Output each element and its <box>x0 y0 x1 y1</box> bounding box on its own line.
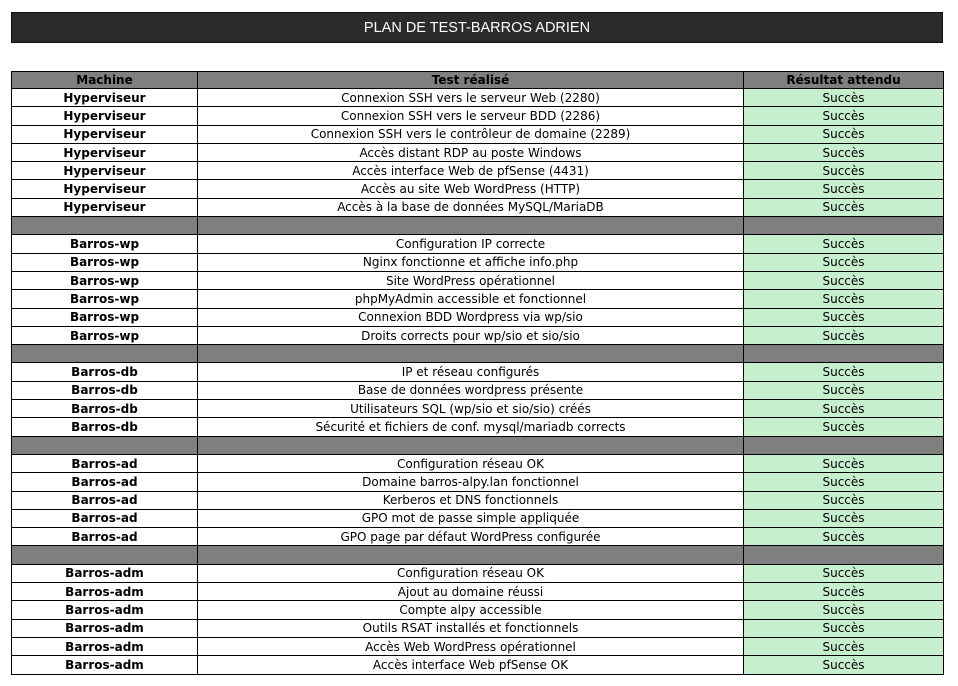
test-plan-table <box>11 71 944 675</box>
table-row <box>12 418 944 436</box>
test-cell: GPO page par défaut WordPress configurée <box>198 528 744 546</box>
test-cell: Connexion SSH vers le serveur BDD (2286) <box>198 107 744 125</box>
separator-cell <box>12 546 198 564</box>
machine-cell: Barros-wp <box>12 308 198 326</box>
table-row <box>12 454 944 472</box>
test-cell: Connexion SSH vers le serveur Web (2280) <box>198 89 744 107</box>
result-cell: Succès <box>744 162 944 180</box>
test-cell: Accès interface Web de pfSense (4431) <box>198 162 744 180</box>
machine-cell: Hyperviseur <box>12 162 198 180</box>
separator-cell <box>12 345 198 363</box>
machine-cell: Hyperviseur <box>12 125 198 143</box>
machine-cell: Barros-wp <box>12 326 198 344</box>
result-cell: Succès <box>744 125 944 143</box>
separator-cell <box>12 436 198 454</box>
machine-cell: Barros-db <box>12 381 198 399</box>
test-cell: Configuration réseau OK <box>198 454 744 472</box>
machine-cell: Barros-adm <box>12 656 198 674</box>
machine-cell: Barros-ad <box>12 454 198 472</box>
table-row <box>12 656 944 674</box>
test-cell: Droits corrects pour wp/sio et sio/sio <box>198 326 744 344</box>
table-row <box>12 290 944 308</box>
result-cell: Succès <box>744 637 944 655</box>
machine-cell: Barros-wp <box>12 271 198 289</box>
table-row <box>12 143 944 161</box>
machine-cell: Hyperviseur <box>12 107 198 125</box>
table-header <box>12 72 944 89</box>
result-cell: Succès <box>744 583 944 601</box>
test-cell: phpMyAdmin accessible et fonctionnel <box>198 290 744 308</box>
machine-cell: Barros-adm <box>12 601 198 619</box>
table-row <box>12 235 944 253</box>
test-cell: Base de données wordpress présente <box>198 381 744 399</box>
header-test: Test réalisé <box>198 72 744 89</box>
test-cell: Sécurité et fichiers de conf. mysql/mariadb corrects <box>198 418 744 436</box>
test-cell: Configuration réseau OK <box>198 564 744 582</box>
result-cell: Succès <box>744 89 944 107</box>
machine-cell: Barros-ad <box>12 528 198 546</box>
result-cell: Succès <box>744 326 944 344</box>
test-cell: Outils RSAT installés et fonctionnels <box>198 619 744 637</box>
test-cell: IP et réseau configurés <box>198 363 744 381</box>
machine-cell: Barros-db <box>12 418 198 436</box>
machine-cell: Hyperviseur <box>12 198 198 216</box>
machine-cell: Barros-adm <box>12 637 198 655</box>
table-row <box>12 473 944 491</box>
table-row <box>12 326 944 344</box>
test-cell: Accès au site Web WordPress (HTTP) <box>198 180 744 198</box>
result-cell: Succès <box>744 473 944 491</box>
test-cell: GPO mot de passe simple appliquée <box>198 509 744 527</box>
separator-cell <box>12 217 198 235</box>
result-cell: Succès <box>744 308 944 326</box>
table-row <box>12 308 944 326</box>
machine-cell: Barros-db <box>12 400 198 418</box>
table-row <box>12 125 944 143</box>
machine-cell: Barros-adm <box>12 619 198 637</box>
table-row <box>12 363 944 381</box>
result-cell: Succès <box>744 107 944 125</box>
result-cell: Succès <box>744 418 944 436</box>
machine-cell: Barros-ad <box>12 473 198 491</box>
table-row <box>12 180 944 198</box>
table-row <box>12 89 944 107</box>
test-cell: Accès interface Web pfSense OK <box>198 656 744 674</box>
result-cell: Succès <box>744 253 944 271</box>
test-cell: Accès distant RDP au poste Windows <box>198 143 744 161</box>
machine-cell: Barros-ad <box>12 509 198 527</box>
result-cell: Succès <box>744 271 944 289</box>
test-cell: Nginx fonctionne et affiche info.php <box>198 253 744 271</box>
page-title <box>11 12 943 43</box>
result-cell: Succès <box>744 564 944 582</box>
table-row <box>12 491 944 509</box>
table-body <box>12 89 944 675</box>
table-row <box>12 601 944 619</box>
separator-cell <box>198 217 744 235</box>
header-machine: Machine <box>12 72 198 89</box>
test-cell: Ajout au domaine réussi <box>198 583 744 601</box>
machine-cell: Barros-wp <box>12 253 198 271</box>
machine-cell: Barros-adm <box>12 583 198 601</box>
machine-cell: Barros-ad <box>12 491 198 509</box>
header-result: Résultat attendu <box>744 72 944 89</box>
result-cell: Succès <box>744 381 944 399</box>
result-cell: Succès <box>744 363 944 381</box>
page-title-text: PLAN DE TEST-BARROS ADRIEN <box>363 19 591 36</box>
table-row <box>12 564 944 582</box>
table-row <box>12 381 944 399</box>
separator-cell <box>744 217 944 235</box>
machine-cell: Barros-wp <box>12 235 198 253</box>
machine-cell: Hyperviseur <box>12 180 198 198</box>
result-cell: Succès <box>744 290 944 308</box>
machine-cell: Hyperviseur <box>12 89 198 107</box>
result-cell: Succès <box>744 528 944 546</box>
group-separator-row <box>12 546 944 564</box>
test-cell: Accès à la base de données MySQL/MariaDB <box>198 198 744 216</box>
table-row <box>12 583 944 601</box>
test-cell: Utilisateurs SQL (wp/sio et sio/sio) créés <box>198 400 744 418</box>
table-row <box>12 509 944 527</box>
table-row <box>12 400 944 418</box>
table-row <box>12 619 944 637</box>
separator-cell <box>198 345 744 363</box>
test-cell: Connexion BDD Wordpress via wp/sio <box>198 308 744 326</box>
table-row <box>12 253 944 271</box>
result-cell: Succès <box>744 601 944 619</box>
result-cell: Succès <box>744 619 944 637</box>
result-cell: Succès <box>744 400 944 418</box>
separator-cell <box>198 436 744 454</box>
table-row <box>12 198 944 216</box>
test-cell: Domaine barros-alpy.lan fonctionnel <box>198 473 744 491</box>
test-cell: Site WordPress opérationnel <box>198 271 744 289</box>
result-cell: Succès <box>744 454 944 472</box>
result-cell: Succès <box>744 180 944 198</box>
result-cell: Succès <box>744 491 944 509</box>
result-cell: Succès <box>744 198 944 216</box>
machine-cell: Barros-db <box>12 363 198 381</box>
machine-cell: Barros-wp <box>12 290 198 308</box>
separator-cell <box>744 436 944 454</box>
table-row <box>12 271 944 289</box>
table-row <box>12 107 944 125</box>
machine-cell: Hyperviseur <box>12 143 198 161</box>
test-cell: Accès Web WordPress opérationnel <box>198 637 744 655</box>
result-cell: Succès <box>744 235 944 253</box>
group-separator-row <box>12 436 944 454</box>
test-cell: Connexion SSH vers le contrôleur de domaine (2289) <box>198 125 744 143</box>
result-cell: Succès <box>744 143 944 161</box>
machine-cell: Barros-adm <box>12 564 198 582</box>
result-cell: Succès <box>744 509 944 527</box>
table-row <box>12 528 944 546</box>
table-row <box>12 637 944 655</box>
test-cell: Compte alpy accessible <box>198 601 744 619</box>
group-separator-row <box>12 217 944 235</box>
result-cell: Succès <box>744 656 944 674</box>
separator-cell <box>744 546 944 564</box>
test-cell: Configuration IP correcte <box>198 235 744 253</box>
separator-cell <box>198 546 744 564</box>
group-separator-row <box>12 345 944 363</box>
table-row <box>12 162 944 180</box>
header-row <box>12 72 944 89</box>
test-cell: Kerberos et DNS fonctionnels <box>198 491 744 509</box>
separator-cell <box>744 345 944 363</box>
